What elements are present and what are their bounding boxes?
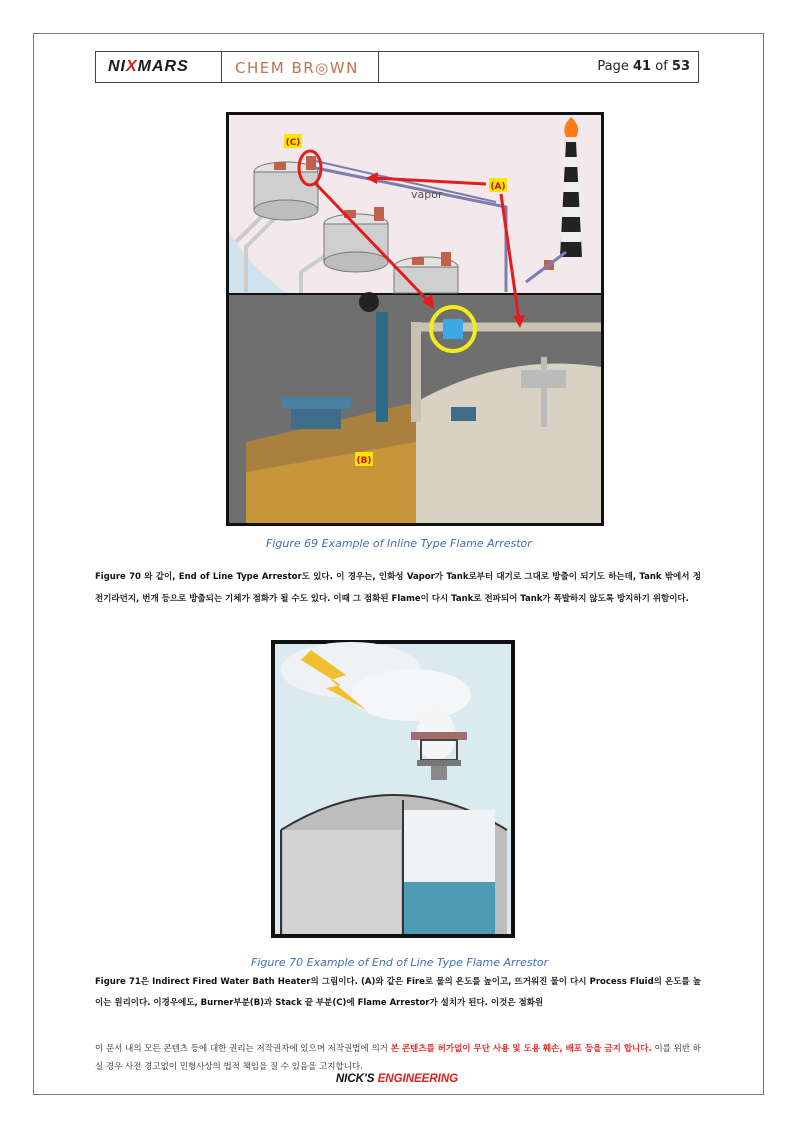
storage-tank [254, 162, 318, 220]
paragraph-1: Figure 70 와 같이, End of Line Type Arrestor도 있다. 이 경우는, 인화성 Vapor가 Tank로부터 대기로 그대로 방출이 되기도 하는데, Tank 밖에서 정전기라던지, 번개 등으로 방출되는 기체가 점화가 될 수도 있다. 이때 그 점화된 Flame이 다시 Tank로 전파되어 Tank가 폭발하지 않도록 방지하기 위함이다. [95, 572, 701, 604]
storage-tank [324, 214, 388, 272]
page-number: Page 41 of 53 [597, 59, 690, 74]
vapor-label: vapor [411, 188, 443, 201]
figure-69-caption: Figure 69 Example of Inline Type Flame Arrestor [266, 537, 532, 550]
header-logo-cell [96, 52, 222, 82]
header-brand-cell [221, 52, 379, 82]
liquid-level [403, 882, 495, 934]
inline-flame-arrestor-figure [226, 112, 604, 526]
page-header [95, 51, 699, 83]
figure-70-caption: Figure 70 Example of End of Line Type Flame Arrestor [251, 956, 549, 969]
end-of-line-flame-arrestor-figure [271, 640, 515, 938]
flame-arrestor-icon [443, 319, 463, 339]
nixmars-logo: NIXMARS [108, 58, 189, 75]
label-a: (A) [490, 182, 506, 192]
chem-brown-logo: CHEM BR◎WN [235, 59, 359, 77]
footer-brand: NICK'S ENGINEERING [335, 1073, 459, 1085]
label-b: (B) [356, 456, 372, 466]
paragraph-2: Figure 71은 Indirect Fired Water Bath Heater의 그림이다. (A)와 같은 Fire로 물의 온도를 높이고, 뜨거워진 물이 다시 Process Fluid의 온도를 높이는 원리이다. 이경우에도, Burner부분(B)과 Stack 끝 부분(C)에 Flame Arrestor가 설치가 된다. 이것은 점화원 [95, 977, 701, 1008]
label-c: (C) [285, 138, 301, 148]
copyright-notice: 이 문서 내의 모든 콘텐츠 등에 대한 권리는 저작권자에 있으며 저작권법에 의거 본 콘텐츠를 허가없이 무단 사용 및 도용 훼손, 배포 등을 금지 합니다. 이를 위반 하실 경우 사전 경고없이 민형사상의 법적 책임을 질 수 있음을 고지합니다. [95, 1044, 701, 1072]
